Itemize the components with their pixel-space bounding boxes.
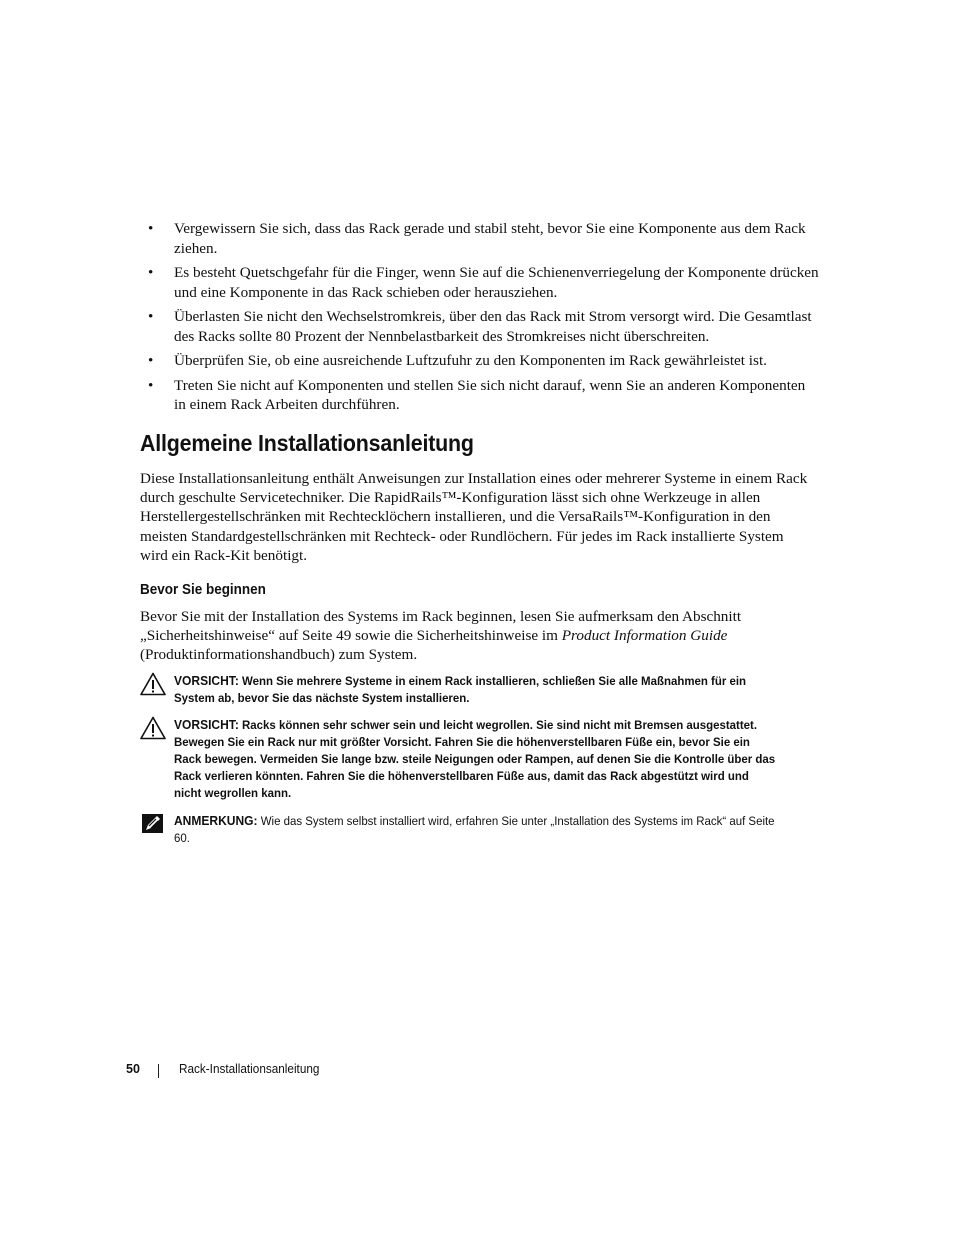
warning-triangle-icon <box>140 672 166 696</box>
subsection-text-end: (Produktinformationshandbuch) zum System. <box>140 646 418 664</box>
note-label: ANMERKUNG: <box>174 813 258 828</box>
subsection-heading: Bevor Sie beginnen <box>140 582 266 598</box>
caution-label: VORSICHT: <box>174 717 239 732</box>
caution-text <box>174 716 776 802</box>
bullet-text: Treten Sie nicht auf Komponenten und stellen Sie sich nicht darauf, wenn Sie an anderen Komponenten in einem Rack Arbeiten durchführen. <box>174 376 806 413</box>
bullet-text: Vergewissern Sie sich, dass das Rack gerade und stabil steht, bevor Sie eine Komponente aus dem Rack ziehen. <box>174 220 806 257</box>
caution-text <box>174 672 776 707</box>
bullet-text: Überlasten Sie nicht den Wechselstromkreis, über den das Rack mit Strom versorgt wird. Die Gesamtlast des Racks sollte 80 Prozent der Nennbelastbarkeit des Stromkreises nicht überschreiten. <box>174 308 812 345</box>
bullet-symbol: • <box>148 264 154 281</box>
bullet-item <box>140 219 820 258</box>
bullet-text: Es besteht Quetschgefahr für die Finger, wenn Sie auf die Schienenverriegelung der Komponente drücken und eine Komponente in das Rack schieben oder herausziehen. <box>174 264 819 301</box>
caution-body: Wenn Sie mehrere Systeme in einem Rack installieren, schließen Sie alle Maßnahmen für ein System ab, bevor Sie das nächste System installieren. <box>174 674 747 705</box>
safety-bullet-list <box>140 219 820 420</box>
bullet-item <box>140 376 820 415</box>
section-intro: Diese Installationsanleitung enthält Anweisungen zur Installation eines oder mehrerer Systeme in einem Rack durch geschulte Servicetechniker. Die RapidRails™-Konfiguration lässt sich ohne Werkzeuge in allen Herstellergestellschränken mit Rechtecklöchern installieren, und die VersaRails™-Konfiguration in den meisten Standardgestellschränken mit Rechteck- oder Rundlöchern. Für jedes im Rack installierte System wird ein Rack-Kit benötigt. <box>140 470 808 564</box>
bullet-symbol: • <box>148 352 154 369</box>
bullet-symbol: • <box>148 308 154 325</box>
bullet-text: Überprüfen Sie, ob eine ausreichende Luftzufuhr zu den Komponenten im Rack gewährleistet ist. <box>174 352 767 369</box>
pencil-note-icon <box>140 812 166 836</box>
caution-label: VORSICHT: <box>174 673 239 688</box>
footer-title: Rack-Installationsanleitung <box>179 1062 320 1076</box>
bullet-symbol: • <box>148 220 154 237</box>
warning-triangle-icon <box>140 716 166 740</box>
product-guide-title: Product Information Guide <box>561 627 728 645</box>
note-body: Wie das System selbst installiert wird, erfahren Sie unter „Installation des Systems im Rack“ auf Seite 60. <box>174 814 775 845</box>
page-number: 50 <box>126 1062 140 1076</box>
bullet-item <box>140 307 820 346</box>
bullet-symbol: • <box>148 376 154 394</box>
footer-divider <box>158 1064 159 1078</box>
caution-body: Racks können sehr schwer sein und leicht wegrollen. Sie sind nicht mit Bremsen ausgestattet. Bewegen Sie ein Rack nur mit größter Vorsicht. Fahren Sie die höhenverstellbaren Füße ein, bevor Sie ein Rack bewegen. Vermeiden Sie lange bzw. steile Neigungen oder Rampen, auf denen Sie die Kontrolle über das Rack verlieren könnten. Fahren Sie die höhenverstellbaren Füße aus, damit das Rack abgestützt wird und nicht wegrollen kann. <box>174 718 776 800</box>
bullet-item <box>140 263 820 302</box>
bullet-item <box>140 351 820 371</box>
note-text <box>174 812 776 847</box>
section-heading: Allgemeine Installationsanleitung <box>140 430 474 456</box>
subsection-text <box>140 607 810 665</box>
subsection-text-start: Bevor Sie mit der Installation des Systems im Rack beginnen, lesen Sie aufmerksam den Abschnitt „Sicherheitshinweise“ auf Seite 49 sowie die Sicherheitshinweise im <box>140 608 742 645</box>
